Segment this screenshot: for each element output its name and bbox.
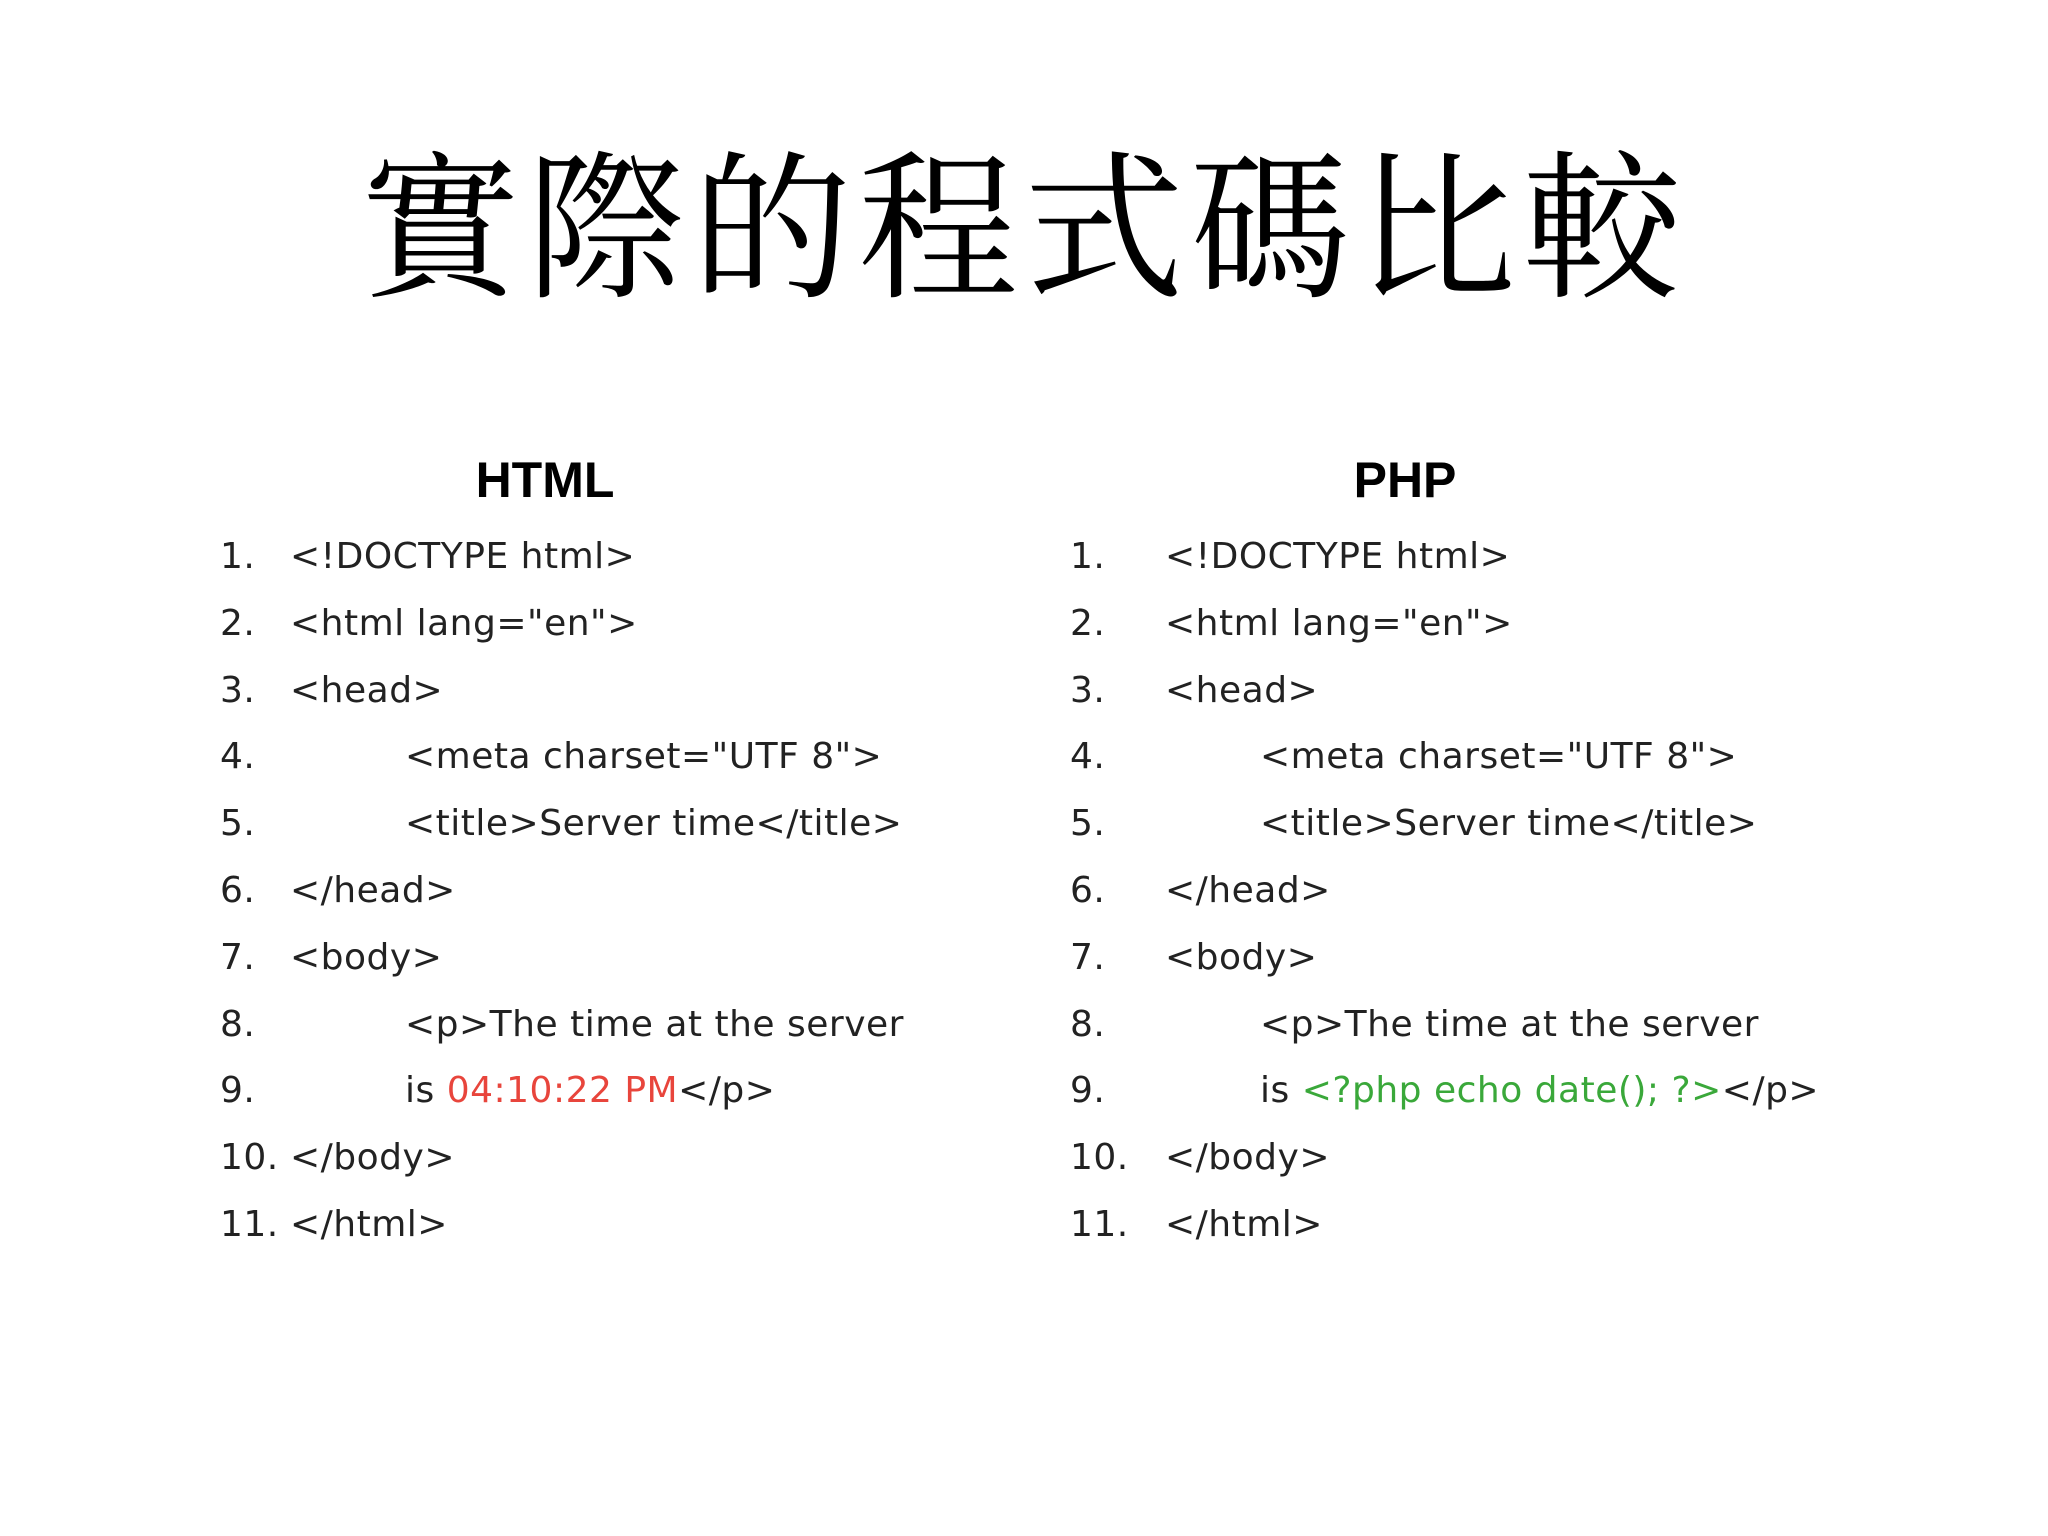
code-line	[220, 925, 1000, 992]
line-number: 6.	[220, 869, 256, 911]
line-code: <html lang="en">	[1165, 602, 1513, 644]
line-number: 1.	[1070, 536, 1106, 577]
line-code: <head>	[290, 669, 444, 711]
line-number: 5.	[220, 803, 256, 845]
line-code: </html>	[290, 1203, 448, 1245]
line-number: 11.	[220, 1203, 279, 1245]
line-code: <!DOCTYPE html>	[290, 536, 636, 577]
line-code: <body>	[290, 936, 443, 978]
line-code	[405, 1058, 775, 1125]
line-number: 5.	[1070, 803, 1106, 845]
line-number: 7.	[220, 936, 256, 978]
line-code: <html lang="en">	[290, 602, 638, 644]
code-line	[220, 858, 1000, 925]
code-line	[220, 524, 1000, 591]
server-time-value: 04:10:22 PM	[446, 1070, 679, 1112]
line-code: <head>	[1165, 669, 1319, 711]
line-code: </head>	[290, 869, 456, 911]
line-number: 8.	[1070, 1003, 1106, 1045]
code-line	[1070, 1125, 1850, 1192]
line-code	[1260, 1058, 1819, 1125]
code-suffix: </p>	[678, 1070, 776, 1112]
code-line	[1070, 591, 1850, 658]
code-line	[1070, 1192, 1850, 1259]
php-code-list	[1070, 524, 1850, 1259]
code-line	[220, 1192, 1000, 1259]
slide-title: 實際的程式碼比較	[359, 136, 1688, 323]
line-code: </html>	[1165, 1203, 1323, 1245]
code-prefix: is	[405, 1070, 447, 1112]
line-code: <meta charset="UTF 8">	[405, 736, 883, 778]
line-code: <meta charset="UTF 8">	[1260, 736, 1738, 778]
line-number: 11.	[1070, 1203, 1129, 1245]
line-number: 9.	[1070, 1070, 1106, 1112]
line-code: <p>The time at the server	[1260, 1003, 1759, 1045]
line-code: <title>Server time</title>	[405, 803, 903, 845]
line-number: 6.	[1070, 869, 1106, 911]
line-number: 8.	[220, 1003, 256, 1045]
code-line	[220, 658, 1000, 725]
line-number: 10.	[1070, 1137, 1129, 1179]
php-echo-snippet: <?php echo date(); ?>	[1301, 1070, 1722, 1112]
code-line	[220, 1125, 1000, 1192]
line-code: <title>Server time</title>	[1260, 803, 1758, 845]
line-number: 2.	[220, 602, 256, 644]
line-code: </body>	[1165, 1137, 1330, 1179]
code-line	[1070, 724, 1850, 791]
line-number: 10.	[220, 1137, 279, 1179]
php-panel-heading: PHP	[1353, 452, 1457, 508]
php-code-panel	[1070, 450, 1850, 1259]
code-suffix: </p>	[1721, 1070, 1820, 1112]
line-code: </head>	[1165, 869, 1331, 911]
code-line	[1070, 524, 1850, 591]
code-line	[220, 791, 1000, 858]
code-line	[1070, 1058, 1850, 1125]
code-line	[1070, 992, 1850, 1059]
line-number: 3.	[1070, 669, 1106, 711]
code-line	[220, 992, 1000, 1059]
code-line	[220, 724, 1000, 791]
line-number: 3.	[220, 669, 256, 711]
line-number: 1.	[220, 536, 256, 577]
code-line	[1070, 925, 1850, 992]
code-line	[1070, 858, 1850, 925]
line-number: 4.	[1070, 736, 1106, 778]
line-code: <body>	[1165, 936, 1318, 978]
line-number: 7.	[1070, 936, 1106, 978]
line-code: </body>	[290, 1137, 455, 1179]
line-number: 2.	[1070, 602, 1106, 644]
line-code: <!DOCTYPE html>	[1165, 536, 1511, 577]
code-line	[1070, 791, 1850, 858]
code-prefix: is	[1260, 1070, 1302, 1112]
code-line	[220, 591, 1000, 658]
line-code: <p>The time at the server	[405, 1003, 904, 1045]
line-number: 9.	[220, 1070, 256, 1112]
code-line	[220, 1058, 1000, 1125]
line-number: 4.	[220, 736, 256, 778]
html-panel-heading: HTML	[475, 452, 615, 508]
code-line	[1070, 658, 1850, 725]
html-code-list	[220, 524, 1000, 1259]
html-code-panel	[220, 450, 1000, 1259]
